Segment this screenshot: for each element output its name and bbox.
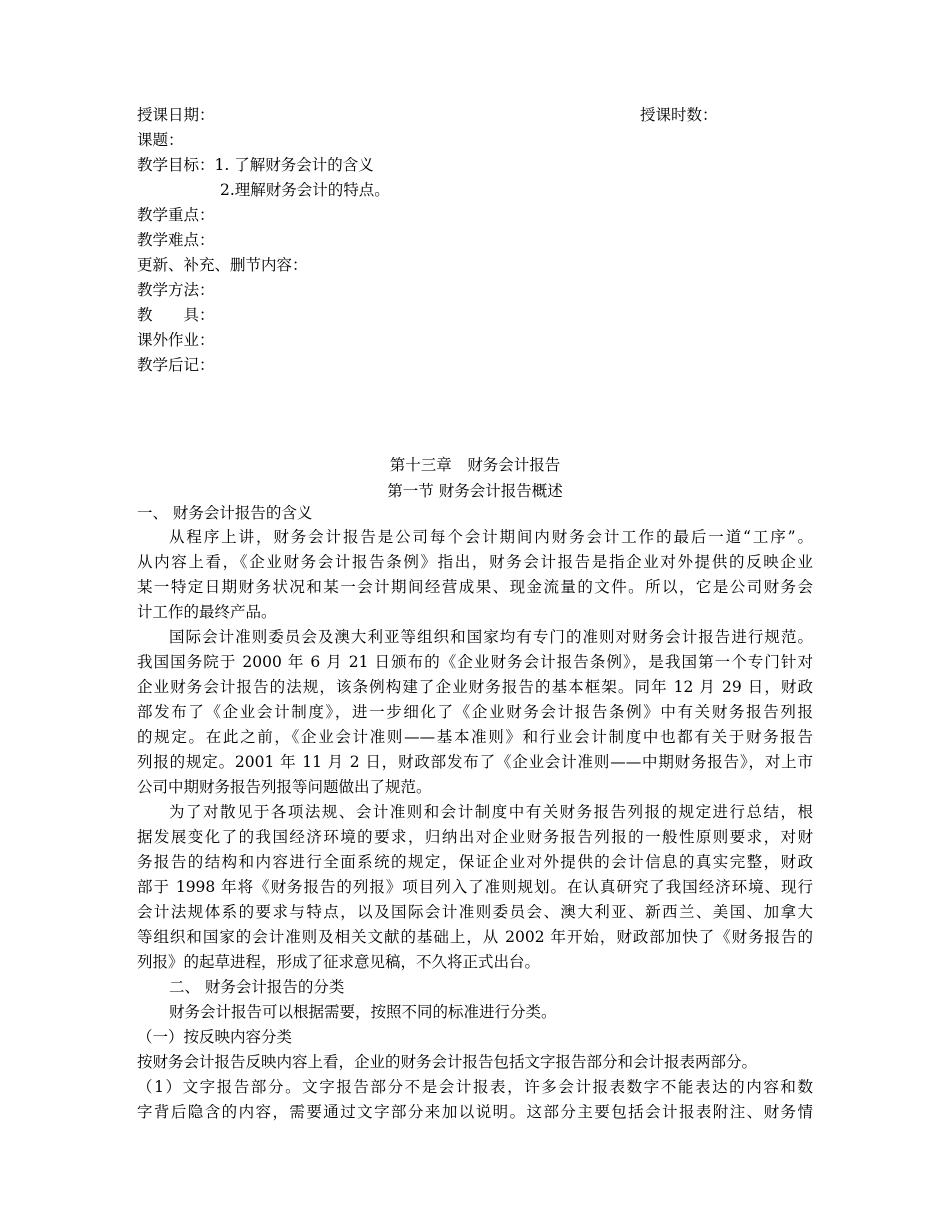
paragraph-3-line: 为了对散见于各项法规、会计准则和会计制度中有关财务报告列报的规定进行总结，根 <box>169 803 813 821</box>
paragraph-1-line: 计工作的最终产品。 <box>137 603 277 621</box>
teaching-hours-label: 授课时数： <box>640 106 718 124</box>
paragraph-1-line: 从程序上讲，财务会计报告是公司每个会计期间内财务会计工作的最后一道“工序”。 <box>169 528 813 546</box>
paragraph-3-line: 列报》的起草进程，形成了征求意见稿，不久将正式出台。 <box>137 953 541 971</box>
paragraph-3-line: 等组织和国家的会计准则及相关文献的基础上，从 2002 年开始，财政部加快了《财务报告的 <box>137 928 813 946</box>
topic-label: 课题： <box>137 131 184 149</box>
goal-item-1: 1. 了解财务会计的含义 <box>214 156 374 174</box>
paragraph-2-line: 国际会计准则委员会及澳大利亚等组织和国家均有专门的准则对财务会计报告进行规范。 <box>169 628 813 646</box>
paragraph-2-line: 列报的规定。2001 年 11 月 2 日，财政部发布了《企业会计准则——中期财务报告》，对上市 <box>137 753 813 771</box>
teaching-notes-label: 教学后记： <box>137 356 215 374</box>
teaching-date-label: 授课日期： <box>137 106 215 124</box>
heading-2: 二、 财务会计报告的分类 <box>169 978 345 996</box>
heading-3: （一）按反映内容分类 <box>137 1028 293 1046</box>
paragraph-3-line: 务报告的结构和内容进行全面系统的规定，保证企业对外提供的会计信息的真实完整，财政 <box>137 853 813 871</box>
paragraph-2-line: 公司中期财务报告列报等问题做出了规范。 <box>137 778 432 796</box>
section-title: 第一节 财务会计报告概述 <box>387 482 563 500</box>
paragraph-3-line: 据发展变化了的我国经济环境的要求，归纳出对企业财务报告列报的一般性原则要求，对财 <box>137 828 813 846</box>
paragraph-2-line: 企业财务会计报告的法规，该条例构建了企业财务报告的基本框架。同年 12 月 29 日，财政 <box>137 678 813 696</box>
goal-item-2: 2.理解财务会计的特点。 <box>220 181 390 199</box>
paragraph-3-line: 部于 1998 年将《财务报告的列报》项目列入了准则规划。在认真研究了我国经济环境、现行 <box>137 878 813 896</box>
paragraph-2-line: 我国国务院于 2000 年 6 月 21 日颁布的《企业财务会计报告条例》，是我国第一个专门针对 <box>137 653 813 671</box>
paragraph-4: 财务会计报告可以根据需要，按照不同的标准进行分类。 <box>169 1003 557 1021</box>
teaching-tools-label: 教 具： <box>137 306 215 324</box>
teaching-difficulty-label: 教学难点： <box>137 231 215 249</box>
paragraph-5: 按财务会计报告反映内容上看，企业的财务会计报告包括文字报告部分和会计报表两部分。 <box>137 1053 758 1071</box>
chapter-title: 第十三章 财务会计报告 <box>389 456 561 474</box>
paragraph-2-line: 的规定。在此之前，《企业会计准则——基本准则》和行业会计制度中也都有关于财务报告 <box>137 728 813 746</box>
update-content-label: 更新、补充、删节内容： <box>137 256 308 274</box>
paragraph-6-line: 字背后隐含的内容，需要通过文字部分来加以说明。这部分主要包括会计报表附注、财务情 <box>137 1103 813 1121</box>
teaching-goal-label <box>137 154 374 176</box>
paragraph-6-line: （1）文字报告部分。文字报告部分不是会计报表，许多会计报表数字不能表达的内容和数 <box>137 1078 813 1096</box>
goal-label-text: 教学目标： <box>137 156 215 174</box>
teaching-method-label: 教学方法： <box>137 281 215 299</box>
paragraph-1-line: 某一特定日期财务状况和某一会计期间经营成果、现金流量的文件。所以，它是公司财务会 <box>137 578 813 596</box>
paragraph-2-line: 部发布了《企业会计制度》，进一步细化了《企业财务会计报告条例》中有关财务报告列报 <box>137 703 813 721</box>
paragraph-1-line: 从内容上看，《企业财务会计报告条例》指出，财务会计报告是指企业对外提供的反映企业 <box>137 553 813 571</box>
teaching-focus-label: 教学重点： <box>137 206 215 224</box>
homework-label: 课外作业： <box>137 331 215 349</box>
paragraph-3-line: 会计法规体系的要求与特点，以及国际会计准则委员会、澳大利亚、新西兰、美国、加拿大 <box>137 903 813 921</box>
heading-1: 一、 财务会计报告的含义 <box>137 504 313 522</box>
